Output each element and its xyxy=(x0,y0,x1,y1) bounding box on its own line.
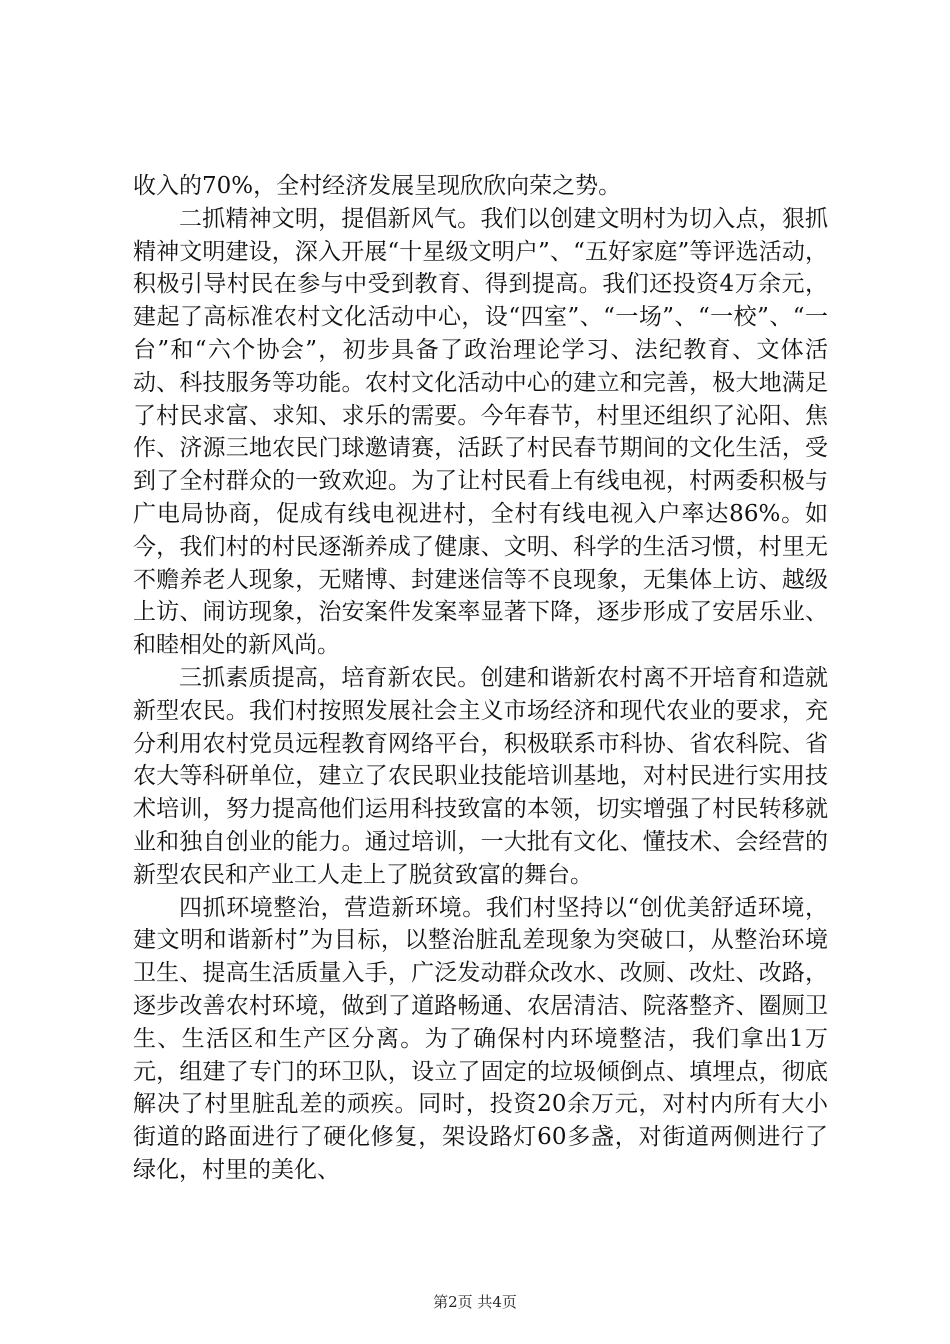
page-footer: 第2页 共4页 xyxy=(433,1293,517,1311)
paragraph-continuation: 收入的70%，全村经济发展呈现欣欣向荣之势。 xyxy=(133,173,622,199)
paragraph-environment-rectification: 四抓环境整治，营造新环境。我们村坚持以“创优美舒适环境，建文明和谐新村”为目标，以整治脏乱差现象为突破口，从整治环境卫生、提高生活质量入手，广泛发动群众改水、改厕、改灶、改路，逐步改善农村环境，做到了道路畅通、农居清洁、院落整齐、圈厕卫生、生活区和生产区分离。为了确保村内环境整洁，我们拿出1万元，组建了专门的环卫队，设立了固定的垃圾倾倒点、填埋点，彻底解决了村里脏乱差的顽疾。同时，投资20余万元，对村内所有大小街道的路面进行了硬化修复，架设路灯60多盏，对街道两侧进行了绿化，村里的美化、 xyxy=(133,894,828,1183)
paragraph-spiritual-civilization: 二抓精神文明，提倡新风气。我们以创建文明村为切入点，狠抓精神文明建设，深入开展“十星级文明户”、“五好家庭”等评选活动，积极引导村民在参与中受到教育、得到提高。我们还投资4万余元，建起了高标准农村文化活动中心，设“四室”、“一场”、“一校”、“一台”和“六个协会”，初步具备了政治理论学习、法纪教育、文体活动、科技服务等功能。农村文化活动中心的建立和完善，极大地满足了村民求富、求知、求乐的需要。今年春节，村里还组织了沁阳、焦作、济源三地农民门球邀请赛，活跃了村民春节期间的文化生活，受到了全村群众的一致欢迎。为了让村民看上有线电视，村两委积极与广电局协商，促成有线电视进村，全村有线电视入户率达86%。如今，我们村的村民逐渐养成了健康、文明、科学的生活习惯，村里无不赡养老人现象，无赌博、封建迷信等不良现象，无集体上访、越级上访、闹访现象，治安案件发案率显著下降，逐步形成了安居乐业、和睦相处的新风尚。 xyxy=(133,205,828,659)
document-body xyxy=(133,170,828,1187)
paragraph-quality-improvement: 三抓素质提高，培育新农民。创建和谐新农村离不开培育和造就新型农民。我们村按照发展社会主义市场经济和现代农业的要求，充分利用农村党员远程教育网络平台，积极联系市科协、省农科院、省农大等科研单位，建立了农民职业技能培训基地，对村民进行实用技术培训，努力提高他们运用科技致富的本领，切实增强了村民转移就业和独自创业的能力。通过培训，一大批有文化、懂技术、会经营的新型农民和产业工人走上了脱贫致富的舞台。 xyxy=(133,664,828,888)
